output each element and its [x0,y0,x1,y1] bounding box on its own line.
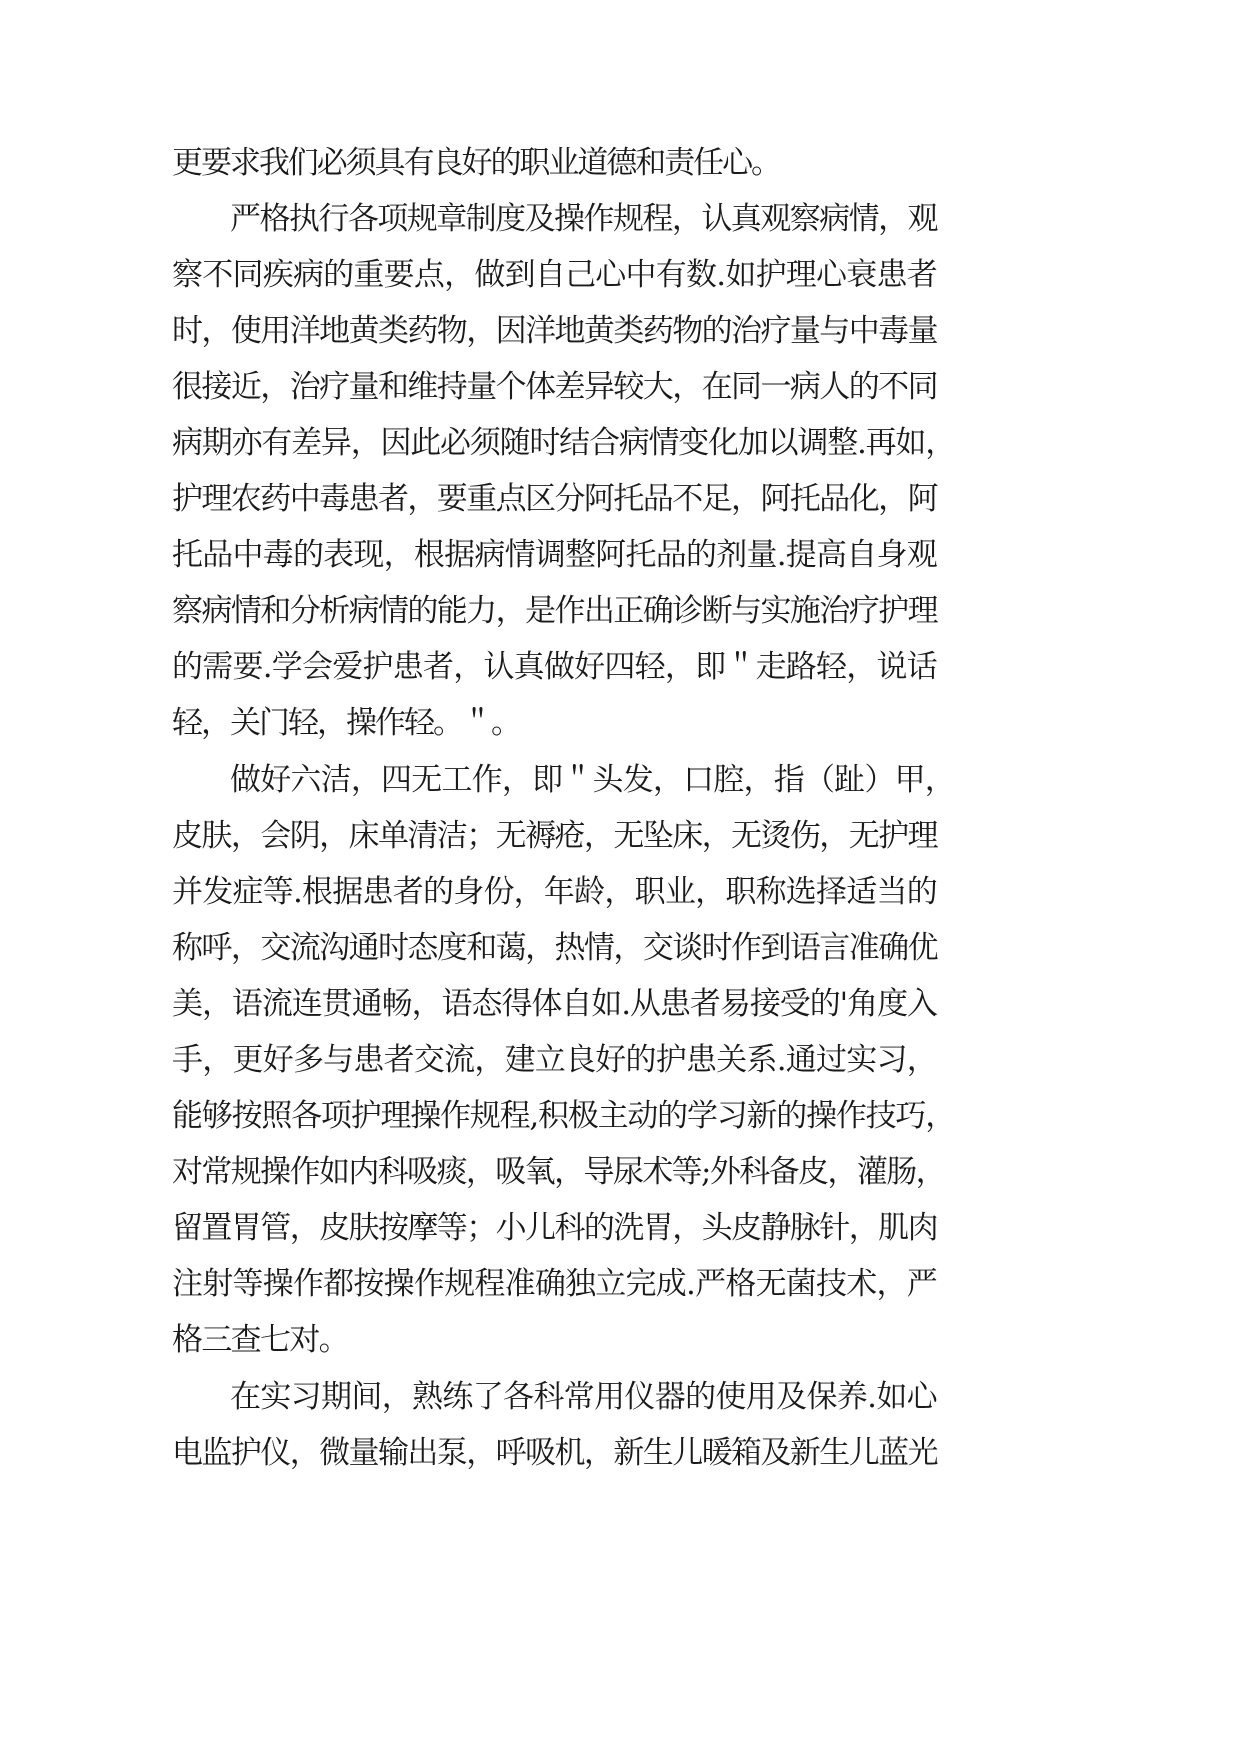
text-line: 病期亦有差异，因此必须随时结合病情变化加以调整.再如， [172,425,955,461]
text-line: 皮肤，会阴，床单清洁；无褥疮，无坠床，无烫伤，无护理 [172,818,937,854]
text-line: 手，更好多与患者交流，建立良好的护患关系.通过实习， [172,1042,937,1078]
text-line: 在实习期间，熟练了各科常用仪器的使用及保养.如心 [230,1379,937,1415]
text-line: 做好六洁，四无工作，即＂头发，口腔，指（趾）甲， [230,762,955,798]
text-line: 时，使用洋地黄类药物，因洋地黄类药物的治疗量与中毒量 [172,313,937,349]
text-line: 更要求我们必须具有良好的职业道德和责任心。 [172,145,780,181]
text-line: 能够按照各项护理操作规程,积极主动的学习新的操作技巧， [172,1098,955,1134]
text-line: 电监护仪，微量输出泵，呼吸机，新生儿暖箱及新生儿蓝光 [172,1435,937,1471]
text-line: 对常规操作如内科吸痰，吸氧，导尿术等;外科备皮，灌肠， [172,1154,945,1190]
text-line: 美，语流连贯通畅，语态得体自如.从患者易接受的'角度入 [172,986,937,1022]
text-line: 称呼，交流沟通时态度和蔼，热情，交谈时作到语言准确优 [172,930,937,966]
text-line: 轻，关门轻，操作轻。＂。 [172,705,520,741]
text-line: 格三查七对。 [172,1322,348,1358]
text-line: 护理农药中毒患者，要重点区分阿托品不足，阿托品化，阿 [172,481,937,517]
text-line: 托品中毒的表现，根据病情调整阿托品的剂量.提高自身观 [172,537,937,573]
text-line: 注射等操作都按操作规程准确独立完成.严格无菌技术，严 [172,1266,937,1302]
text-line: 很接近，治疗量和维持量个体差异较大，在同一病人的不同 [172,369,937,405]
text-line: 察病情和分析病情的能力，是作出正确诊断与实施治疗护理 [172,593,937,629]
text-line: 并发症等.根据患者的身份，年龄，职业，职称选择适当的 [172,874,937,910]
text-line: 的需要.学会爱护患者，认真做好四轻，即＂走路轻，说话 [172,649,937,685]
text-line: 察不同疾病的重要点，做到自己心中有数.如护理心衰患者 [172,257,937,293]
text-line: 严格执行各项规章制度及操作规程，认真观察病情，观 [230,201,937,237]
text-line: 留置胃管，皮肤按摩等；小儿科的洗胃，头皮静脉针，肌肉 [172,1210,937,1246]
